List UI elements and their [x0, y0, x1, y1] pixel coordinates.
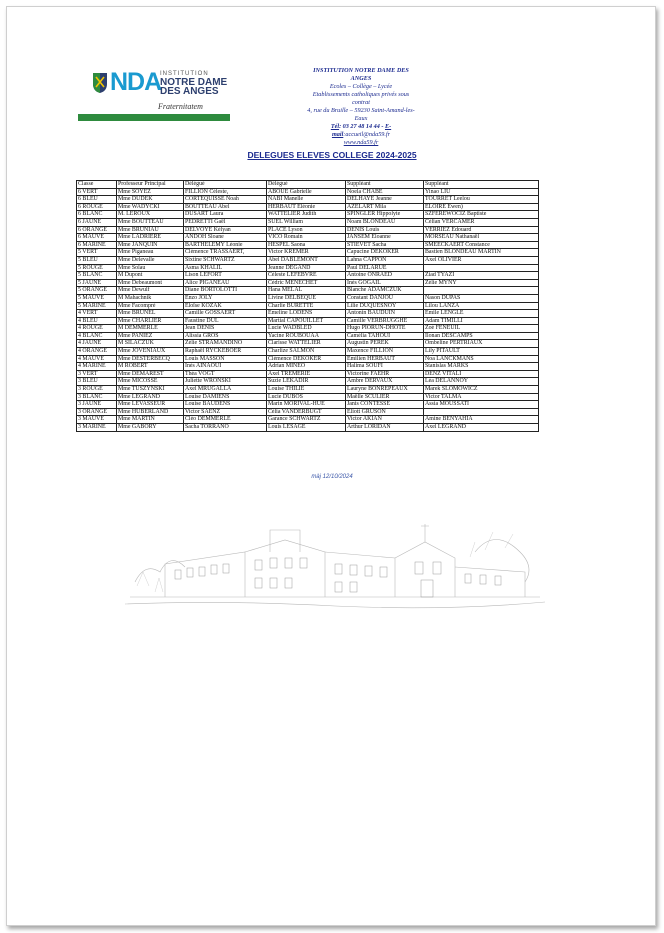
logo-letters: NDA — [110, 68, 162, 96]
table-cell: DELHAYE Jeanne — [346, 196, 424, 204]
table-cell: Garance SCHWARTZ — [267, 416, 346, 424]
table-cell — [424, 287, 539, 295]
table-cell: Noa LANCKMANS — [424, 355, 539, 363]
table-header-row — [77, 181, 539, 189]
table-cell: 3 BLANC — [77, 393, 117, 401]
table-cell: Victor SAENZ — [184, 408, 267, 416]
table-cell: Lilou LANZA — [424, 302, 539, 310]
table-cell: 6 BLANC — [77, 211, 117, 219]
table-cell: Mme LEGRAND — [117, 393, 184, 401]
table-cell: Mme Piganeau — [117, 249, 184, 257]
table-cell: Faustine DUL — [184, 317, 267, 325]
table-cell: 4 MAUVE — [77, 355, 117, 363]
table-cell: Ombeline PERTRIAUX — [424, 340, 539, 348]
table-cell: Axel LEGRAND — [424, 424, 539, 432]
table-cell: Célia VANDERBUGT — [267, 408, 346, 416]
table-cell: Clarisse WATTELIER — [267, 340, 346, 348]
table-cell: Inès GOGAIL — [346, 279, 424, 287]
table-cell: 4 BLANC — [77, 332, 117, 340]
table-row — [77, 203, 539, 211]
table-cell: Louis MASSON — [184, 355, 267, 363]
table-cell: Victor TALMA — [424, 393, 539, 401]
table-row — [77, 211, 539, 219]
table-cell: 3 VERT — [77, 370, 117, 378]
table-cell: Mme CHARLIER — [117, 317, 184, 325]
table-cell: Axel MRUGALLA — [184, 386, 267, 394]
document-title: DELEGUES ELEVES COLLEGE 2024-2025 — [247, 150, 417, 160]
table-cell: JANSEM Eloanne — [346, 234, 424, 242]
table-cell: Jean DENIS — [184, 325, 267, 333]
table-cell: M. LEROUX — [117, 211, 184, 219]
table-cell: 6 MAUVE — [77, 234, 117, 242]
table-cell: 5 JAUNE — [77, 279, 117, 287]
table-cell: Sixtine SCHWARTZ — [184, 256, 267, 264]
table-cell: BARTHELEMY Léonie — [184, 241, 267, 249]
table-cell: Alissia GROS — [184, 332, 267, 340]
table-cell: 6 JAUNE — [77, 218, 117, 226]
table-cell: Léa DELANNOY — [424, 378, 539, 386]
table-cell — [424, 264, 539, 272]
mail-address[interactable]: :accueil@nda59.fr — [343, 131, 391, 138]
table-cell: 5 ROUGE — [77, 264, 117, 272]
table-cell: Mme JOVENIAUX — [117, 348, 184, 356]
table-row — [77, 348, 539, 356]
table-cell: Ziad TYAZI — [424, 272, 539, 280]
table-row — [77, 264, 539, 272]
update-date: màj 12/10/2024 — [311, 474, 353, 480]
tel-number: : 03 27 48 14 44 - — [339, 123, 385, 130]
table-cell: SMEECKAERT Constance — [424, 241, 539, 249]
table-cell: TOURRET Leelou — [424, 196, 539, 204]
table-cell: Mme Solau — [117, 264, 184, 272]
table-cell: Lucie DUBOS — [267, 393, 346, 401]
table-cell: Yacine ROUBOUAA — [267, 332, 346, 340]
table-cell: Sacha TORRANO — [184, 424, 267, 432]
table-cell: 5 BLEU — [77, 256, 117, 264]
header-cell: Classe — [77, 181, 117, 189]
table-cell: Paul DELARUE — [346, 264, 424, 272]
table-cell: Louise DAMIENS — [184, 393, 267, 401]
table-cell: 6 MARINE — [77, 241, 117, 249]
table-cell: Mme BRUNEL — [117, 310, 184, 318]
table-cell: Victorine FAEHR — [346, 370, 424, 378]
table-cell: Clémence DEKOKER — [267, 355, 346, 363]
table-cell: Diane BORTOLOTTI — [184, 287, 267, 295]
delegates-table — [76, 180, 539, 432]
table-cell: Mme MICOSSE — [117, 378, 184, 386]
table-row — [77, 234, 539, 242]
table-row — [77, 355, 539, 363]
table-cell: 6 ROUGE — [77, 203, 117, 211]
table-cell: 4 JAUNE — [77, 340, 117, 348]
table-cell: Lucie WADBLED — [267, 325, 346, 333]
table-cell: Stanislas MARKS — [424, 363, 539, 371]
table-cell: Camille VERBRUGGHE — [346, 317, 424, 325]
table-cell: Lilie DUQUESNOY — [346, 302, 424, 310]
institution-address — [306, 67, 416, 147]
table-cell: Mme Facompré — [117, 302, 184, 310]
table-cell: ELOIRE Ewen) — [424, 203, 539, 211]
table-cell: 5 MARINE — [77, 302, 117, 310]
table-cell: 6 ORANGE — [77, 226, 117, 234]
table-cell: Cléo DEMMERLE — [184, 416, 267, 424]
table-row — [77, 218, 539, 226]
table-cell: Célian VERCAMER — [424, 218, 539, 226]
table-cell: Lahna CAPPON — [346, 256, 424, 264]
table-cell: M Mahachnik — [117, 294, 184, 302]
table-cell: Jeanne DEGAND — [267, 264, 346, 272]
table-row — [77, 310, 539, 318]
table-cell: Livine DELBEQUE — [267, 294, 346, 302]
table-cell: MORSEAU Nathanaël — [424, 234, 539, 242]
table-cell: WATTELIER Judith — [267, 211, 346, 219]
table-cell: Mme MARTIN — [117, 416, 184, 424]
table-cell: 4 ROUGE — [77, 325, 117, 333]
table-cell: Mme GABORY — [117, 424, 184, 432]
table-cell: Mme DESTERBECQ — [117, 355, 184, 363]
table-cell: 3 MAUVE — [77, 416, 117, 424]
table-cell: DENIS Louis — [346, 226, 424, 234]
table-cell: Mme JANQUIN — [117, 241, 184, 249]
table-cell: Mme SOYEZ — [117, 188, 184, 196]
table-cell: Mme DUDEK — [117, 196, 184, 204]
table-row — [77, 424, 539, 432]
table-cell: Enzo JOLY — [184, 294, 267, 302]
table-row — [77, 363, 539, 371]
table-row — [77, 196, 539, 204]
table-row — [77, 370, 539, 378]
table-row — [77, 317, 539, 325]
table-cell: 5 VERT — [77, 249, 117, 257]
table-cell: Hana MELAL — [267, 287, 346, 295]
table-cell: 6 VERT — [77, 188, 117, 196]
table-cell: Camille GOSSAERT — [184, 310, 267, 318]
shield-icon — [92, 72, 108, 94]
table-cell: 4 BLEU — [77, 317, 117, 325]
address-subtitle: Etablissements catholiques privés sous contrat — [312, 91, 410, 106]
table-cell: Marin MORIVAL-HUE — [267, 401, 346, 409]
table-cell: Halima SOUFI — [346, 363, 424, 371]
table-cell: Bastien BLONDEAU MARTIN — [424, 249, 539, 257]
table-row — [77, 340, 539, 348]
table-row — [77, 302, 539, 310]
table-cell: Emile LENGLE — [424, 310, 539, 318]
table-cell: 3 MARINE — [77, 424, 117, 432]
table-cell: 5 MAUVE — [77, 294, 117, 302]
table-cell: 4 MARINE — [77, 363, 117, 371]
table-cell: Janis CONTESSE — [346, 401, 424, 409]
table-cell: Victor AKIAN — [346, 416, 424, 424]
table-cell: Ilonan DESCAMPS — [424, 332, 539, 340]
table-cell: Charlie BURETTE — [267, 302, 346, 310]
table-cell: M DEMMERLE — [117, 325, 184, 333]
header-cell: Professeur Principal — [117, 181, 184, 189]
table-cell: Inès AINAOUI — [184, 363, 267, 371]
table-row — [77, 241, 539, 249]
table-cell: Axel TREMERIE — [267, 370, 346, 378]
table-cell: Emilien HERBAUT — [346, 355, 424, 363]
table-cell: Eliott GRUSON — [346, 408, 424, 416]
table-cell: Raphaël RYCKEBOER — [184, 348, 267, 356]
address-name: INSTITUTION NOTRE DAME DES ANGES — [313, 67, 409, 82]
table-cell: Maxence FILLION — [346, 348, 424, 356]
table-cell: Louis LESAGE — [267, 424, 346, 432]
table-row — [77, 332, 539, 340]
table-cell: Noela CHABE — [346, 188, 424, 196]
motto: Fraternitatem — [158, 102, 203, 111]
table-cell: STIEVET Sacha — [346, 241, 424, 249]
table-cell: Mme Delevalle — [117, 256, 184, 264]
table-cell: Adam TIMILLI — [424, 317, 539, 325]
table-cell: Arthur LORIDAN — [346, 424, 424, 432]
table-cell: VERRIEZ Edouard — [424, 226, 539, 234]
table-cell: Emeline LODENS — [267, 310, 346, 318]
table-cell: Théa VOGT — [184, 370, 267, 378]
table-cell: Charlize SALMON — [267, 348, 346, 356]
table-cell: Mme HUBERLAND — [117, 408, 184, 416]
table-row — [77, 401, 539, 409]
table-cell: Lily PITAULT — [424, 348, 539, 356]
table-row — [77, 408, 539, 416]
table-cell: DENZ VITALI — [424, 370, 539, 378]
table-cell: Assia MOUSSATI — [424, 401, 539, 409]
table-cell: SPINGLER Hippolyte — [346, 211, 424, 219]
table-cell: Louise BAUDENS — [184, 401, 267, 409]
table-cell: 4 VERT — [77, 310, 117, 318]
table-cell: Axel OLIVIER — [424, 256, 539, 264]
table-cell: Juliette WRONSKI — [184, 378, 267, 386]
table-cell: Maëlle SCULIER — [346, 393, 424, 401]
table-row — [77, 272, 539, 280]
table-cell: NABI Manelle — [267, 196, 346, 204]
table-row — [77, 378, 539, 386]
table-cell: Martial CAPOUILLET — [267, 317, 346, 325]
table-row — [77, 279, 539, 287]
address-street: 4, rue du Bruille – 59230 Saint-Amand-les-Eaux — [307, 107, 415, 122]
table-row — [77, 188, 539, 196]
table-cell: Augustin PEREK — [346, 340, 424, 348]
table-row — [77, 256, 539, 264]
table-cell: Abel DABLEMONT — [267, 256, 346, 264]
table-cell: Constant DANJOU — [346, 294, 424, 302]
table-row — [77, 249, 539, 257]
table-cell: Mme BRUNIAU — [117, 226, 184, 234]
table-cell: DELVOYE Kélyan — [184, 226, 267, 234]
table-row — [77, 226, 539, 234]
table-cell: Cédric MENECHET — [267, 279, 346, 287]
table-cell: 5 ORANGE — [77, 287, 117, 295]
table-cell: Mme BOUTTEAU — [117, 218, 184, 226]
table-cell: Ambre DERVAUX — [346, 378, 424, 386]
table-cell: HERBAUT Eléonie — [267, 203, 346, 211]
table-cell: SZFEREWOCIZ Baptiste — [424, 211, 539, 219]
table-cell: Mme Debeaumont — [117, 279, 184, 287]
table-cell: Noam BLONDEAU — [346, 218, 424, 226]
table-cell: 6 BLEU — [77, 196, 117, 204]
header-cell: Suppléant — [346, 181, 424, 189]
table-cell: Mme LADRIERE — [117, 234, 184, 242]
table-cell: Mme PANIEZ — [117, 332, 184, 340]
table-cell: Mme LEVASSEUR — [117, 401, 184, 409]
mail-label[interactable]: E-mail — [331, 123, 392, 138]
table-cell: Mme WADYCKI — [117, 203, 184, 211]
table-cell: DUSART Laura — [184, 211, 267, 219]
table-cell: Victor KREMER — [267, 249, 346, 257]
table-cell: M Dupont — [117, 272, 184, 280]
logo-institution: INSTITUTION — [160, 71, 209, 77]
table-cell: Suzie LEKADIR — [267, 378, 346, 386]
table-cell: ANDOH Sloane — [184, 234, 267, 242]
table-cell: Antoine ONRAED — [346, 272, 424, 280]
table-cell: Hugo PIORUN-DHOTE — [346, 325, 424, 333]
table-cell: 3 BLEU — [77, 378, 117, 386]
table-cell: ABOUE Gabrielle — [267, 188, 346, 196]
table-cell: M SILACZUK — [117, 340, 184, 348]
table-cell: Capucine DEKOKER — [346, 249, 424, 257]
green-bar — [78, 114, 230, 121]
table-body — [77, 188, 539, 431]
school-building-sketch — [125, 512, 545, 610]
table-cell: Lauryne BONREPEAUX — [346, 386, 424, 394]
table-cell: Blanche ADAMCZUK — [346, 287, 424, 295]
table-cell: Zoé FENEUIL — [424, 325, 539, 333]
table-cell — [424, 408, 539, 416]
table-cell: 5 BLANC — [77, 272, 117, 280]
table-row — [77, 416, 539, 424]
table-cell: Nason DUPAS — [424, 294, 539, 302]
table-cell: 3 ROUGE — [77, 386, 117, 394]
table-cell: 3 JAUNE — [77, 401, 117, 409]
website-link[interactable]: www.nda59.fr — [343, 139, 379, 146]
table-cell: SUEL William — [267, 218, 346, 226]
table-cell: Céleste LEFEBVRE — [267, 272, 346, 280]
table-cell: Mme DEMAREST — [117, 370, 184, 378]
table-cell: CORTEQUISSE Noah — [184, 196, 267, 204]
table-cell: Zélie STRAMANDINO — [184, 340, 267, 348]
table-row — [77, 393, 539, 401]
address-schools: Ecoles – Collège – Lycée — [329, 83, 393, 90]
table-cell: Adrian MINEO — [267, 363, 346, 371]
header-cell: Suppléant — [424, 181, 539, 189]
table-cell: PLACE Lyson — [267, 226, 346, 234]
table-cell: PEDRETTI Gaël — [184, 218, 267, 226]
table-cell: Alice PIGANEAU — [184, 279, 267, 287]
table-cell: Clémence TRASSAERT, — [184, 249, 267, 257]
table-cell: Marek SLOMOWICZ — [424, 386, 539, 394]
table-cell: Antonin BAUDUIN — [346, 310, 424, 318]
table-cell: HESPEL Saona — [267, 241, 346, 249]
table-row — [77, 294, 539, 302]
table-cell: Camélia TAHOUI — [346, 332, 424, 340]
table-cell: Yinao LIU — [424, 188, 539, 196]
header-cell: Délégué — [267, 181, 346, 189]
table-cell: Zélie MYNY — [424, 279, 539, 287]
address-contact — [306, 123, 416, 139]
table-cell: Mme TUSZYNSKI — [117, 386, 184, 394]
table-row — [77, 386, 539, 394]
table-cell: Louise THILIE — [267, 386, 346, 394]
table-cell: FILLION Céleste, — [184, 188, 267, 196]
logo-name: NOTRE DAME DES ANGES — [160, 77, 228, 97]
table-cell: M ROBERT — [117, 363, 184, 371]
table-row — [77, 325, 539, 333]
table-cell: 3 ORANGE — [77, 408, 117, 416]
table-cell: Asma KHALIL — [184, 264, 267, 272]
table-cell: Mme Dewulf — [117, 287, 184, 295]
table-cell: AZELART Mila — [346, 203, 424, 211]
table-cell: 4 ORANGE — [77, 348, 117, 356]
table-cell: Lison LEFORT — [184, 272, 267, 280]
table-cell: VICO Romain — [267, 234, 346, 242]
table-cell: Eloïse KOZAK — [184, 302, 267, 310]
header-cell: Délégué — [184, 181, 267, 189]
table-row — [77, 287, 539, 295]
tel-label: Tél — [330, 123, 340, 130]
table-cell: BOUTTEAU Abel — [184, 203, 267, 211]
table-cell: Amine BENYAHIA — [424, 416, 539, 424]
